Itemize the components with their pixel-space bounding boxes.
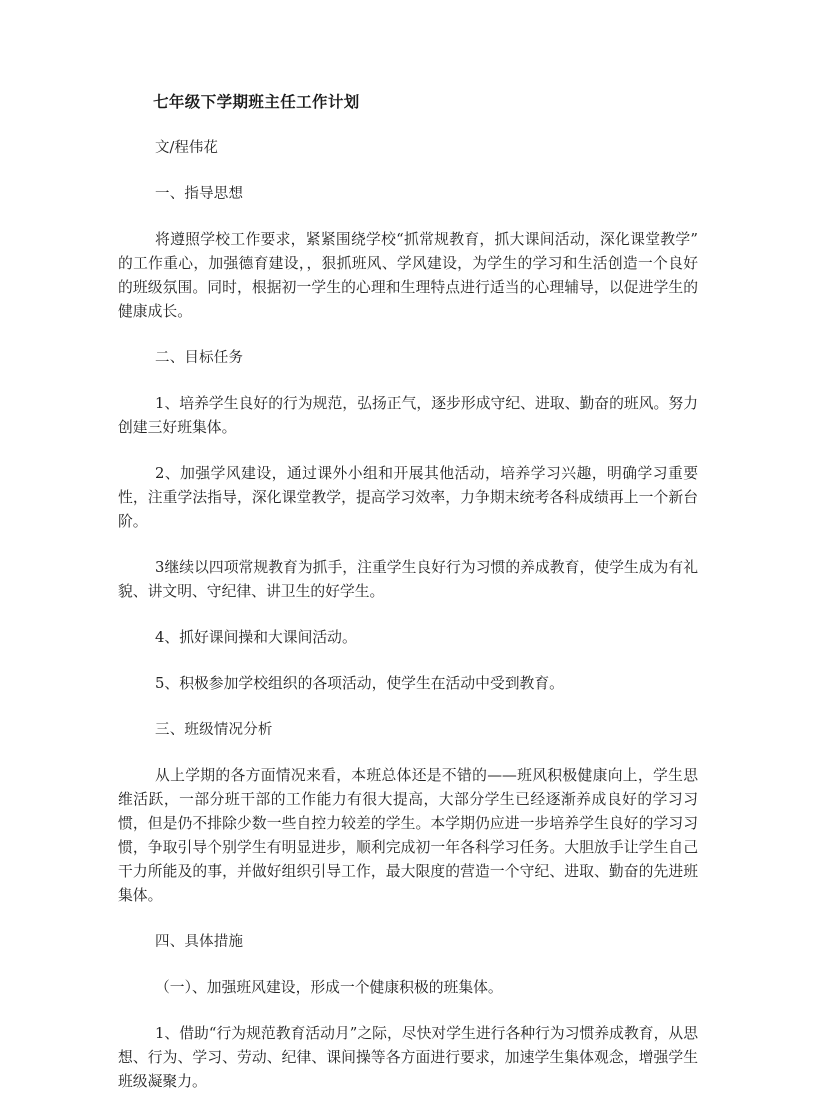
body-paragraph: 1、培养学生良好的行为规范，弘扬正气，逐步形成守纪、进取、勤奋的班风。努力创建三好班集体。 — [118, 395, 698, 436]
body-paragraph: 从上学期的各方面情况来看，本班总体还是不错的——班风积极健康向上，学生思维活跃，一部分班干部的工作能力有很大提高，大部分学生已经逐渐养成良好的学习习惯，但是仍不排除少数一些自控力较差的学生。本学期仍应进一步培养学生良好的学习习惯，争取引导个别学生有明显进步，顺利完成初一年各科学习任务。大胆放手让学生自己干力所能及的事，并做好组织引导工作，最大限度的营造一个守纪、进取、勤奋的先进班集体。 — [118, 767, 698, 904]
body-paragraph: 2、加强学风建设，通过课外小组和开展其他活动，培养学习兴趣，明确学习重要性，注重学法指导，深化课堂教学，提高学习效率，力争期末统考各科成绩再上一个新台阶。 — [118, 465, 698, 530]
author-byline: 文/程伟花 — [155, 140, 218, 156]
body-paragraph: 5、积极参加学校组织的各项活动，使学生在活动中受到教育。 — [155, 675, 564, 692]
document-body — [118, 90, 698, 1094]
section-heading: 二、目标任务 — [155, 350, 244, 366]
body-paragraph: 1、借助“行为规范教育活动月”之际，尽快对学生进行各种行为习惯养成教育，从思想、行为、学习、劳动、纪律、课间操等各方面进行要求，加速学生集体观念，增强学生班级凝聚力。 — [118, 1025, 698, 1090]
body-paragraph: 4、抓好课间操和大课间活动。 — [155, 629, 357, 646]
section-heading: 四、具体措施 — [155, 934, 244, 950]
page-title: 七年级下学期班主任工作计划 — [153, 92, 360, 111]
section-heading: 一、指导思想 — [155, 186, 244, 202]
body-paragraph: （一）、加强班风建设，形成一个健康积极的班集体。 — [155, 979, 503, 996]
body-paragraph: 将遵照学校工作要求，紧紧围绕学校“抓常规教育，抓大课间活动，深化课堂教学”的工作重心，加强德育建设，，狠抓班风、学风建设，为学生的学习和生活创造一个良好的班级氛围。同时，根据初一学生的心理和生理特点进行适当的心理辅导，以促进学生的健康成长。 — [118, 231, 698, 320]
body-paragraph: 3继续以四项常规教育为抓手，注重学生良好行为习惯的养成教育，使学生成为有礼貌、讲文明、守纪律、讲卫生的好学生。 — [118, 559, 698, 600]
document-blocks — [118, 182, 698, 1094]
section-heading: 三、班级情况分析 — [155, 722, 273, 738]
